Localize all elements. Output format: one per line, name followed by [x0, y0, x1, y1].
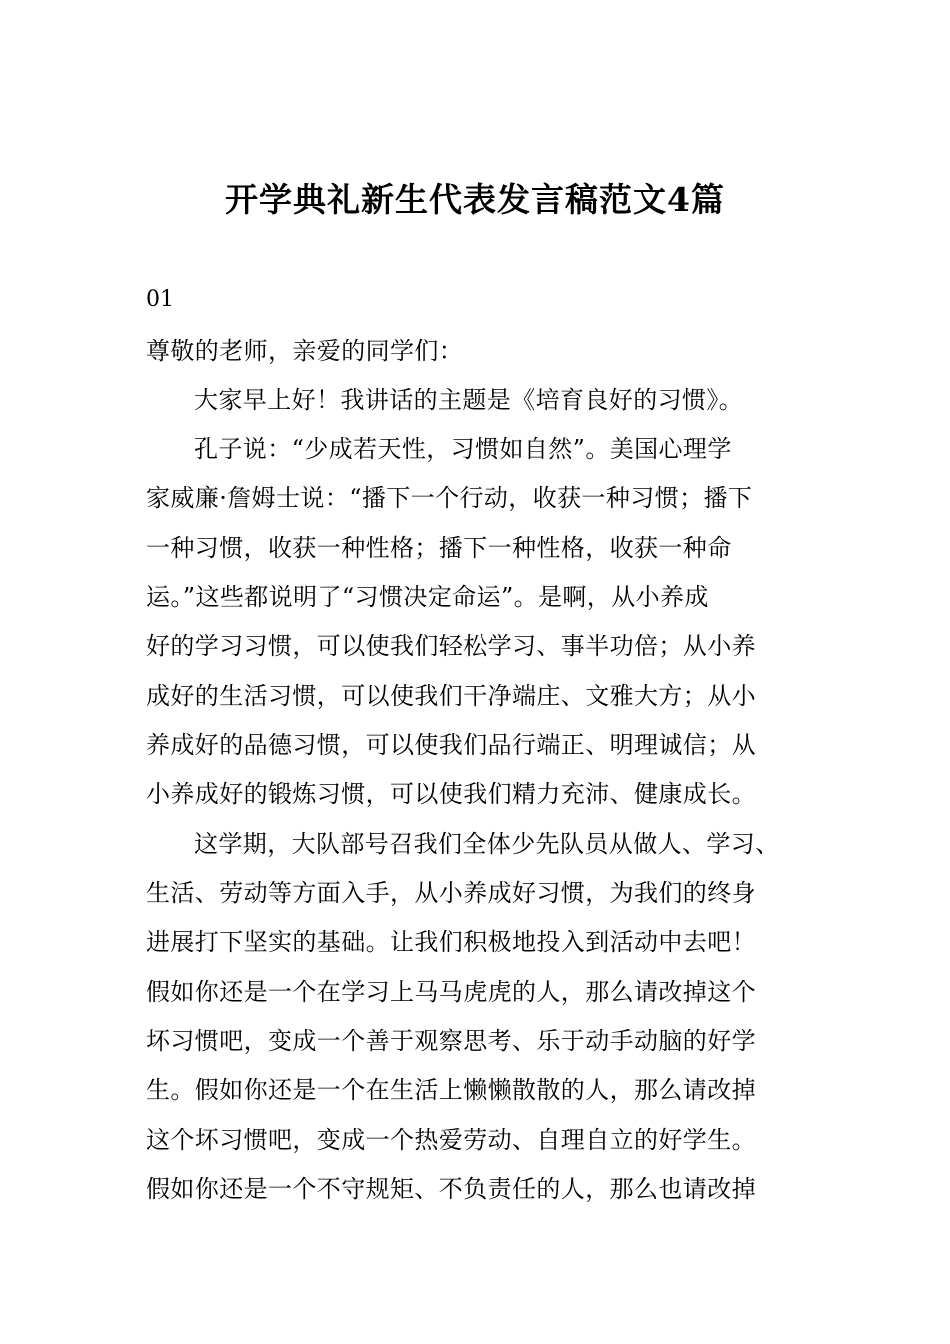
body-line: 家威廉·詹姆士说：“播下一个行动，收获一种习惯；播下	[146, 484, 753, 512]
salutation-line: 尊敬的老师，亲爱的同学们：	[146, 337, 464, 365]
body-line: 大家早上好！我讲话的主题是《培育良好的习惯》。	[194, 386, 744, 414]
section-number: 01	[146, 287, 174, 312]
body-line: 孔子说：“少成若天性，习惯如自然”。美国心理学	[194, 435, 732, 463]
body-line: 坏习惯吧，变成一个善于观察思考、乐于动手动脑的好学	[146, 1027, 756, 1055]
body-line: 生。假如你还是一个在生活上懒懒散散的人，那么请改掉	[146, 1076, 756, 1104]
body-line: 假如你还是一个不守规矩、不负责任的人，那么也请改掉	[146, 1175, 756, 1203]
body-line: 这个坏习惯吧，变成一个热爱劳动、自理自立的好学生。	[146, 1126, 756, 1154]
body-line: 成好的生活习惯，可以使我们干净端庄、文雅大方；从小	[146, 682, 756, 710]
body-line: 运。”这些都说明了“习惯决定命运”。是啊，从小养成	[146, 583, 709, 611]
body-line: 这学期，大队部号召我们全体少先队员从做人、学习、	[194, 830, 780, 858]
body-line: 一种习惯，收获一种性格；播下一种性格，收获一种命	[146, 534, 732, 562]
body-line: 生活、劳动等方面入手，从小养成好习惯，为我们的终身	[146, 879, 756, 907]
document-title: 开学典礼新生代表发言稿范文4篇	[225, 180, 725, 219]
body-line: 养成好的品德习惯，可以使我们品行端正、明理诚信；从	[146, 731, 756, 759]
body-line: 好的学习习惯，可以使我们轻松学习、事半功倍；从小养	[146, 632, 756, 660]
body-line: 小养成好的锻炼习惯，可以使我们精力充沛、健康成长。	[146, 780, 756, 808]
body-line: 进展打下坚实的基础。让我们积极地投入到活动中去吧！	[146, 928, 756, 956]
body-line: 假如你还是一个在学习上马马虎虎的人，那么请改掉这个	[146, 978, 756, 1006]
